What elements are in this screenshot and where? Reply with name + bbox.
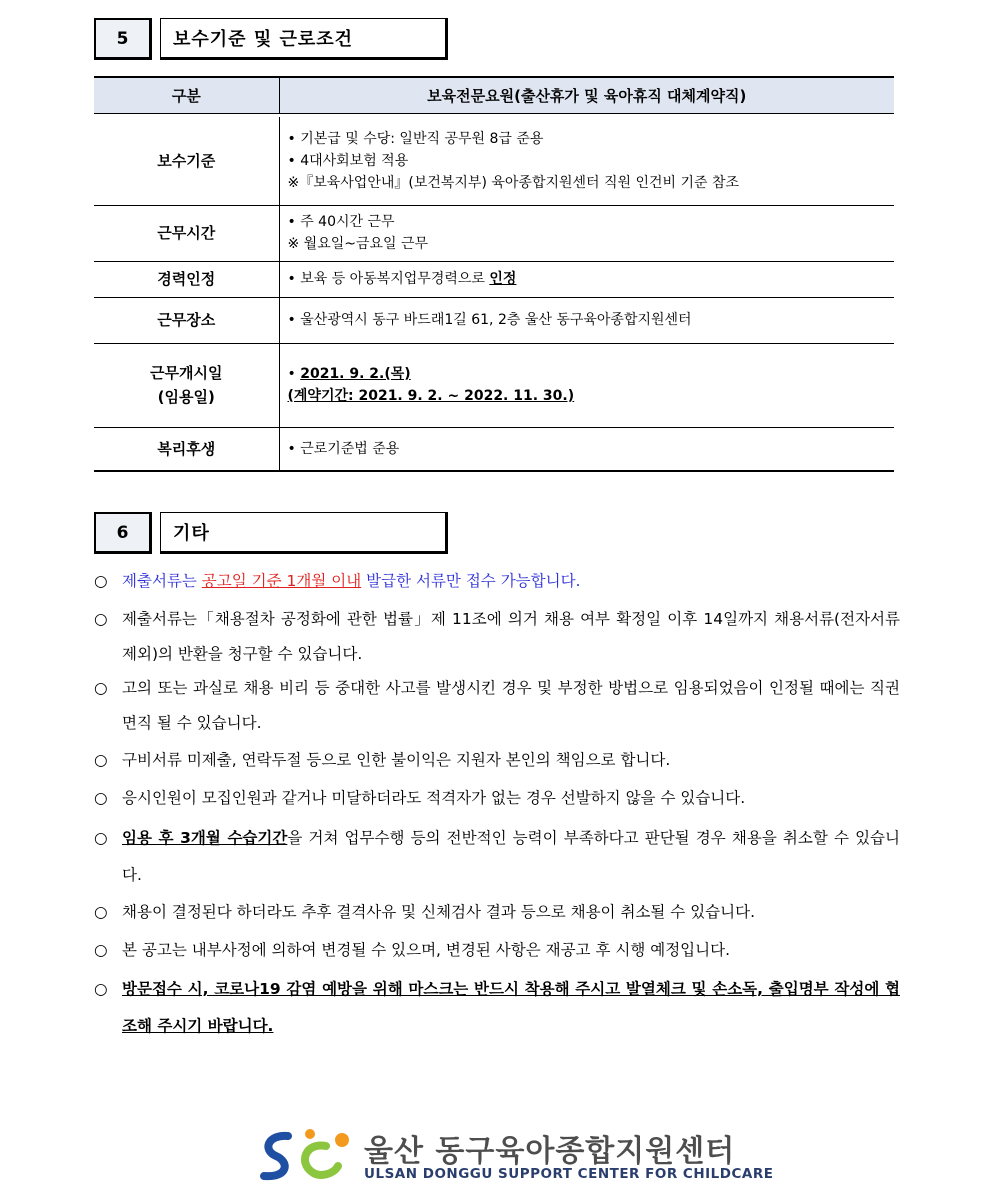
value-line: • 4대사회보험 적용 (287, 152, 409, 169)
row-label-line: 근무개시일 (150, 364, 223, 382)
logo-mark-icon (258, 1126, 358, 1186)
circle-bullet-icon: ○ (94, 980, 108, 998)
circle-bullet-icon: ○ (94, 572, 108, 590)
note-item (94, 820, 900, 894)
section-number: 6 (94, 512, 152, 554)
circle-bullet-icon: ○ (94, 789, 108, 807)
circle-bullet-icon: ○ (94, 829, 108, 847)
note-item (94, 933, 900, 968)
table-row-career (94, 261, 894, 297)
note-text: 제출서류는「채용절차 공정화에 관한 법률」제 11조에 의거 채용 여부 확정일 이후 14일까지 채용서류(전자서류 제외)의 반환을 청구할 수 있습니다. (122, 610, 900, 663)
value-line: • 기본급 및 수당: 일반직 공무원 8급 준용 (287, 130, 544, 147)
table-row-hours (94, 205, 894, 261)
conditions-table (94, 76, 894, 472)
circle-bullet-icon: ○ (94, 903, 108, 921)
row-value: • 울산광역시 동구 바드래1길 61, 2층 울산 동구육아종합지원센터 (279, 297, 894, 343)
note-emphasis: 공고일 기준 1개월 이내 (201, 572, 362, 590)
row-value (279, 261, 894, 297)
note-item (94, 971, 900, 1045)
note-item (94, 781, 900, 816)
note-emphasis: 임용 후 3개월 수습기간 (122, 829, 288, 847)
table-row-start (94, 343, 894, 427)
row-label: 경력인정 (94, 261, 279, 297)
section-6-header (94, 512, 448, 554)
note-item (94, 564, 900, 599)
start-date: 2021. 9. 2.(목) (300, 366, 411, 382)
row-label: 복리후생 (94, 427, 279, 471)
circle-bullet-icon: ○ (94, 751, 108, 769)
table-header-row (94, 77, 894, 113)
value-line: ※ 월요일~금요일 근무 (287, 236, 429, 252)
note-item (94, 743, 900, 778)
circle-bullet-icon: ○ (94, 610, 108, 628)
contract-period: (계약기간: 2021. 9. 2. ~ 2022. 11. 30.) (287, 388, 575, 404)
row-label-line: (임용일) (157, 388, 215, 406)
note-text: 제출서류는 (122, 572, 202, 590)
emphasis-text: 인정 (489, 271, 517, 287)
section-5-header (94, 18, 448, 60)
column-header-position: 보육전문요원(출산휴가 및 육아휴직 대체계약직) (279, 77, 894, 113)
column-header-category: 구분 (94, 77, 279, 113)
center-logo (258, 1126, 774, 1186)
table-row-place (94, 297, 894, 343)
note-item (94, 895, 900, 930)
bullet: • (287, 366, 301, 382)
table-row-welfare (94, 427, 894, 471)
row-value: • 근로기준법 준용 (279, 427, 894, 471)
row-label (94, 343, 279, 427)
section-title: 기타 (160, 512, 448, 554)
row-value (279, 343, 894, 427)
note-text: 채용이 결정된다 하더라도 추후 결격사유 및 신체검사 결과 등으로 채용이 취소될 수 있습니다. (122, 903, 756, 921)
row-value (279, 117, 894, 205)
row-label: 보수기준 (94, 117, 279, 205)
note-item (94, 602, 900, 672)
value-line: • 주 40시간 근무 (287, 214, 395, 230)
note-text: 응시인원이 모집인원과 같거나 미달하더라도 적격자가 없는 경우 선발하지 않을 수 있습니다. (122, 789, 746, 807)
circle-bullet-icon: ○ (94, 941, 108, 959)
note-text: 고의 또는 과실로 채용 비리 등 중대한 사고를 발생시킨 경우 및 부정한 방법으로 임용되었음이 인정될 때에는 직권면직 될 수 있습니다. (122, 679, 900, 732)
note-text: 구비서류 미제출, 연락두절 등으로 인한 불이익은 지원자 본인의 책임으로 합니다. (122, 751, 671, 769)
value-line: ※『보육사업안내』(보건복지부) 육아종합지원센터 직원 인건비 기준 참조 (287, 174, 740, 191)
section-title: 보수기준 및 근로조건 (160, 18, 448, 60)
row-label: 근무장소 (94, 297, 279, 343)
row-label: 근무시간 (94, 205, 279, 261)
logo-text-korean: 울산 동구육아종합지원센터 (364, 1134, 736, 1169)
note-text: 본 공고는 내부사정에 의하여 변경될 수 있으며, 변경된 사항은 재공고 후 시행 예정입니다. (122, 941, 731, 959)
section-number: 5 (94, 18, 152, 60)
value-text: • 보육 등 아동복지업무경력으로 (287, 271, 490, 287)
note-emphasis: 방문접수 시, 코로나19 감염 예방을 위해 마스크는 반드시 착용해 주시고 발열체크 및 손소독, 출입명부 작성에 협조해 주시기 바랍니다. (122, 980, 900, 1035)
note-text: 을 거쳐 업무수행 등의 전반적인 능력이 부족하다고 판단될 경우 채용을 취소할 수 있습니다. (122, 829, 901, 884)
circle-bullet-icon: ○ (94, 679, 108, 697)
table-row-pay (94, 117, 894, 205)
note-item (94, 671, 900, 741)
row-value (279, 205, 894, 261)
note-text: 발급한 서류만 접수 가능합니다. (361, 572, 581, 590)
logo-text-english: ULSAN DONGGU SUPPORT CENTER FOR CHILDCARE (364, 1166, 774, 1182)
